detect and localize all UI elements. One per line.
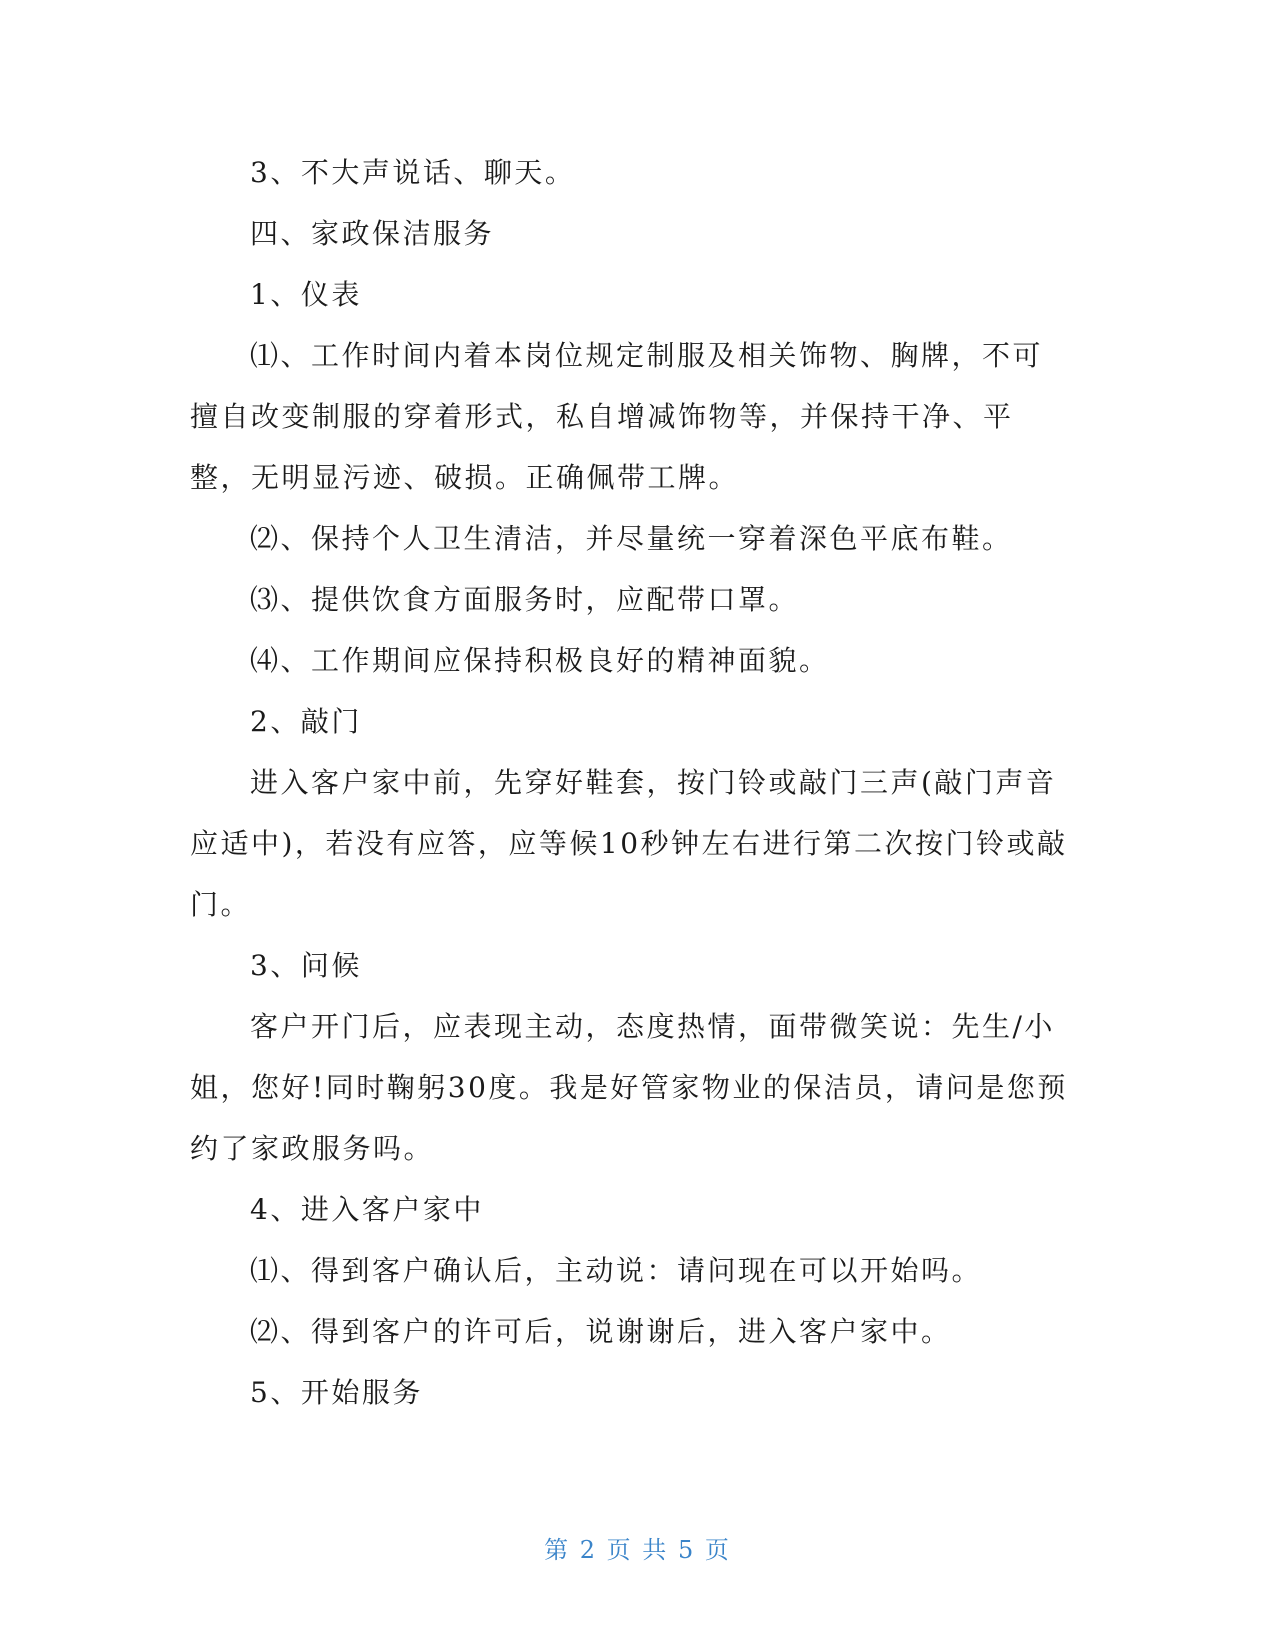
paragraph: ⑵、保持个人卫生清洁，并尽量统一穿着深色平底布鞋。: [250, 522, 1013, 555]
paragraph: 3、不大声说话、聊天。: [250, 156, 576, 189]
subsection-heading: 4、进入客户家中: [250, 1193, 484, 1226]
section-heading: 四、家政保洁服务: [250, 217, 495, 250]
page-footer: [0, 1535, 1275, 1565]
paragraph: ⑵、得到客户的许可后，说谢谢后，进入客户家中。: [250, 1315, 952, 1348]
paragraph: ⑶、提供饮食方面服务时，应配带口罩。: [250, 583, 800, 616]
subsection-heading: 2、敲门: [250, 705, 362, 738]
paragraph: ⑴、得到客户确认后，主动说：请问现在可以开始吗。: [250, 1254, 983, 1287]
subsection-heading: 5、开始服务: [250, 1376, 423, 1409]
subsection-heading: 3、问候: [250, 949, 362, 982]
paragraph: 客户开门后，应表现主动，态度热情，面带微笑说：先生/小姐，您好!同时鞠躬30度。我是好管家物业的保洁员，请问是您预约了家政服务吗。: [190, 1010, 1068, 1165]
paragraph: ⑴、工作时间内着本岗位规定制服及相关饰物、胸牌，不可擅自改变制服的穿着形式，私自增减饰物等，并保持干净、平整，无明显污迹、破损。正确佩带工牌。: [190, 339, 1044, 494]
paragraph: ⑷、工作期间应保持积极良好的精神面貌。: [250, 644, 830, 677]
paragraph: 进入客户家中前，先穿好鞋套，按门铃或敲门三声(敲门声音应适中)，若没有应答，应等候10秒钟左右进行第二次按门铃或敲门。: [190, 766, 1068, 921]
subsection-heading: 1、仪表: [250, 278, 362, 311]
page-number-label: 第 2 页 共 5 页: [544, 1536, 731, 1564]
document-body: [190, 142, 1070, 1423]
